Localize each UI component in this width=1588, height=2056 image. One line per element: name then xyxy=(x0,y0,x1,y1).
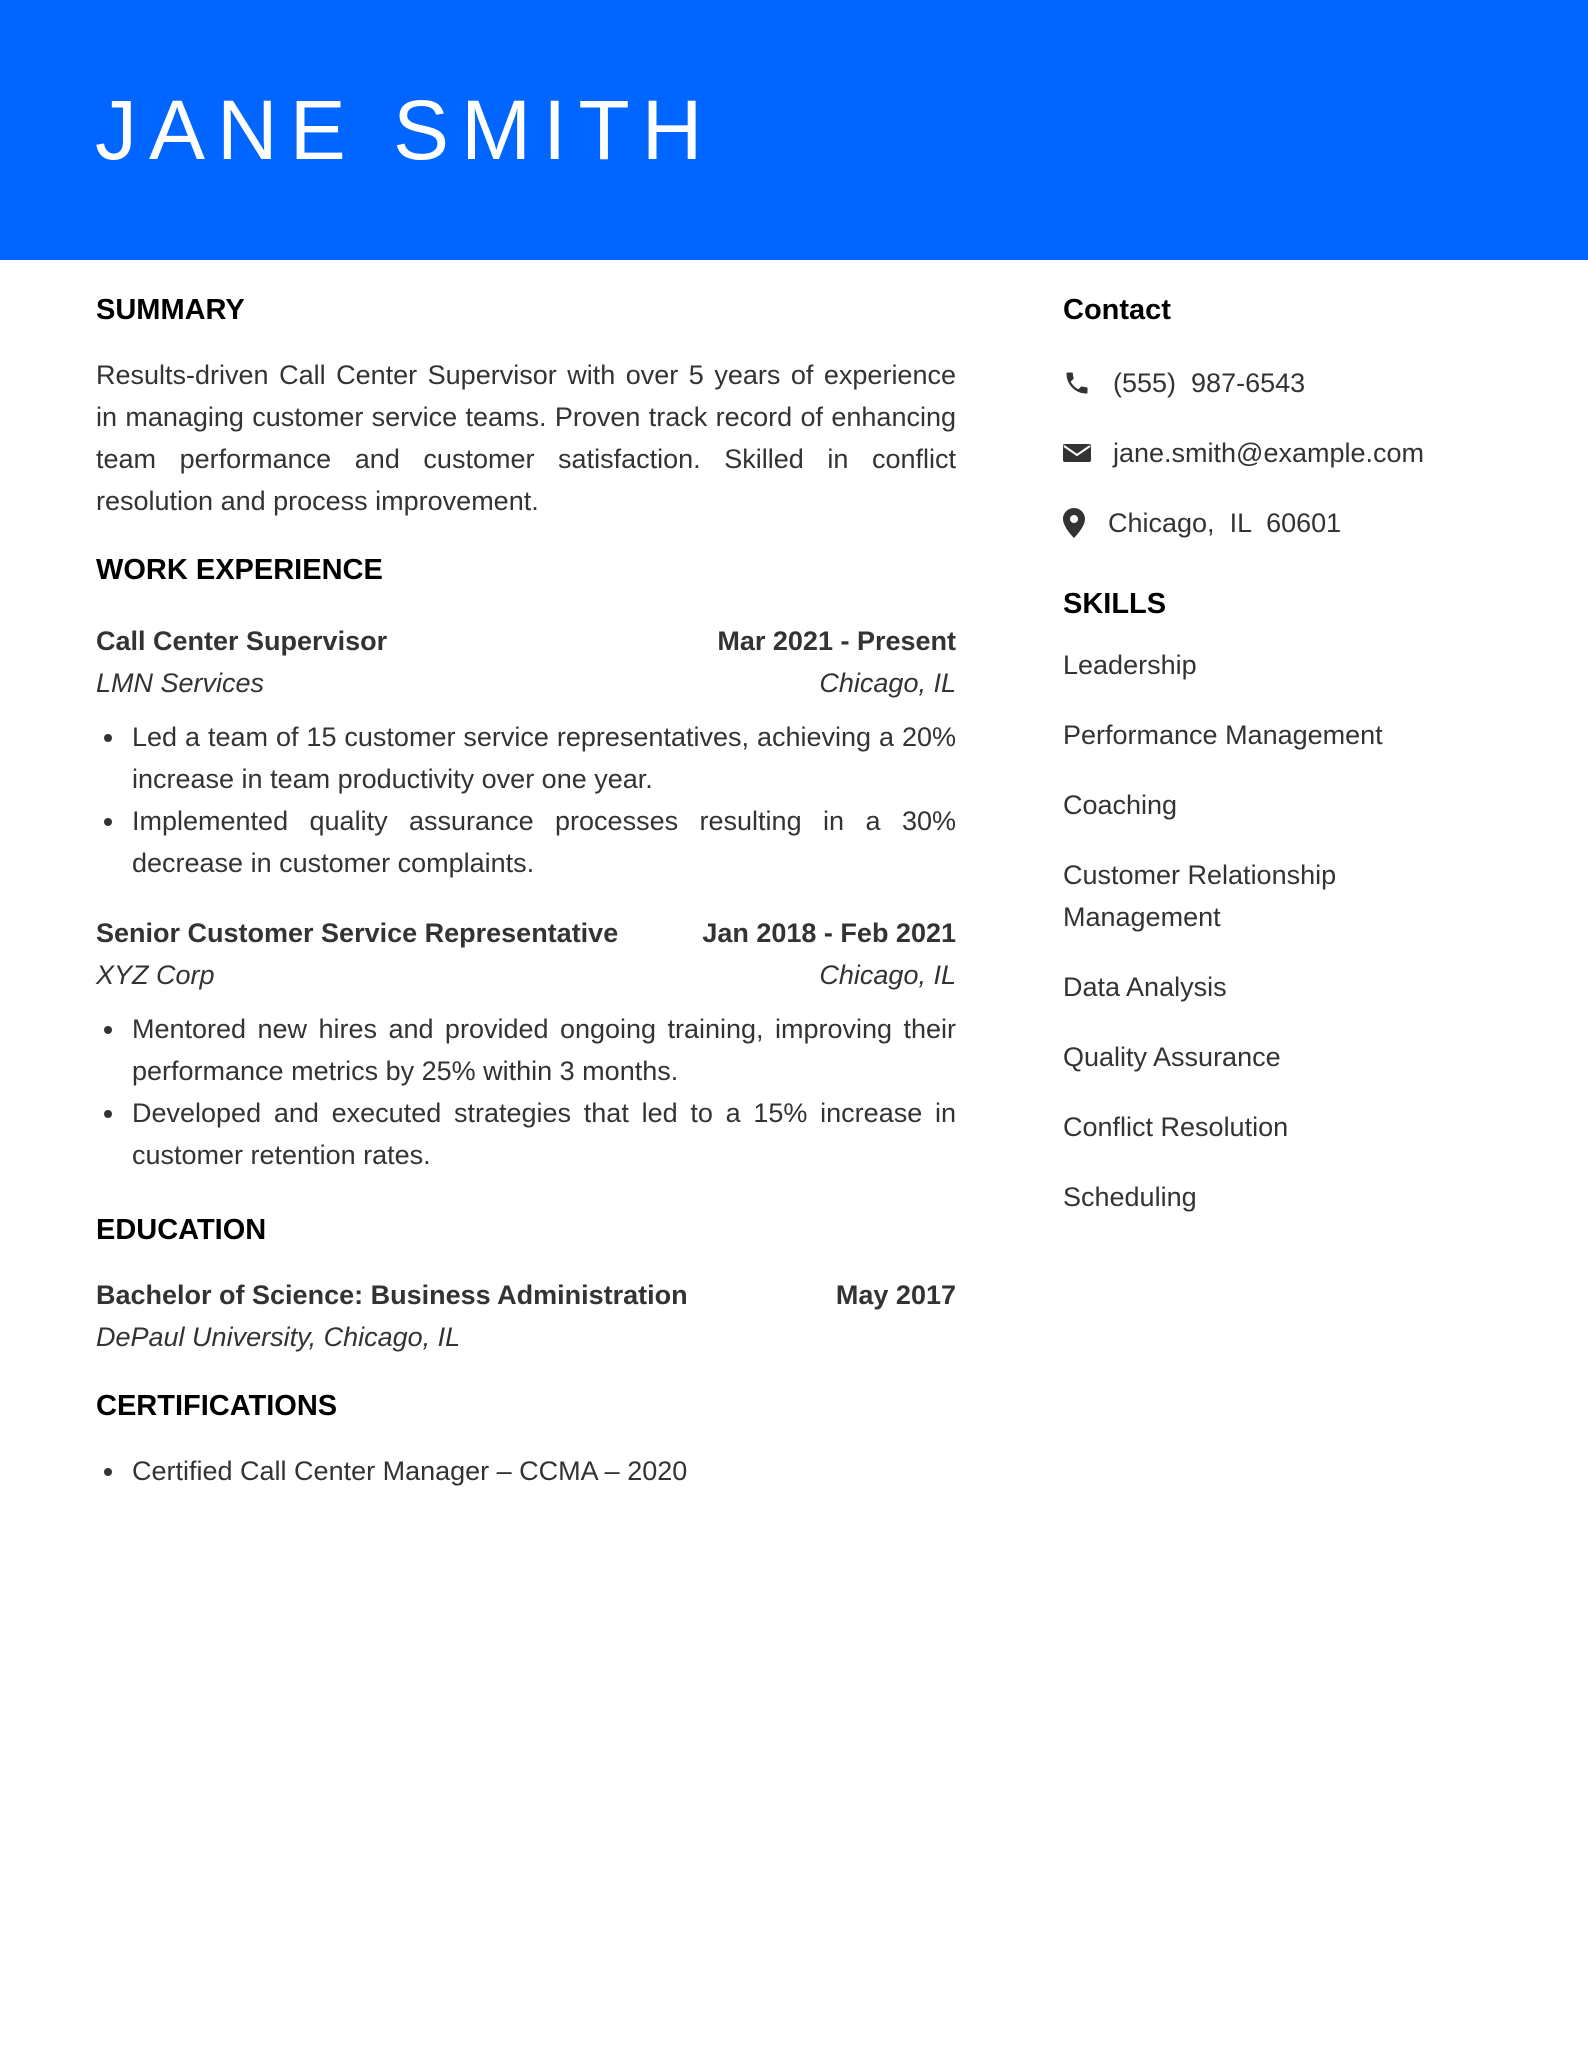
certification-item: Certified Call Center Manager – CCMA – 2020 xyxy=(96,1450,956,1492)
degree: Bachelor of Science: Business Administration xyxy=(96,1280,688,1310)
envelope-icon xyxy=(1063,442,1113,464)
job-title: Senior Customer Service Representative xyxy=(96,918,619,948)
contact-heading: Contact xyxy=(1063,294,1171,326)
skill-item: Leadership xyxy=(1063,650,1197,680)
skills-heading: SKILLS xyxy=(1063,588,1167,620)
contact-list xyxy=(1063,362,1523,544)
job-bullets xyxy=(96,716,956,884)
certifications-list xyxy=(96,1450,956,1492)
job-title: Call Center Supervisor xyxy=(96,626,388,656)
main-column xyxy=(96,290,956,1492)
skill-item: Performance Management xyxy=(1063,720,1383,750)
job-company: XYZ Corp xyxy=(96,960,215,990)
contact-email xyxy=(1063,432,1523,474)
skill-item: Coaching xyxy=(1063,790,1178,820)
school: DePaul University, Chicago, IL xyxy=(96,1322,461,1352)
skills-list xyxy=(1063,644,1523,1218)
skill-item: Quality Assurance xyxy=(1063,1042,1281,1072)
job-dates: Mar 2021 - Present xyxy=(717,626,956,656)
job-entry xyxy=(96,912,956,1176)
graduation-date: May 2017 xyxy=(835,1280,956,1310)
job-bullet: Mentored new hires and provided ongoing training, improving their performance metrics by 25% within 3 months. xyxy=(96,1008,956,1092)
contact-location xyxy=(1063,502,1523,544)
map-pin-icon xyxy=(1063,508,1108,538)
contact-phone xyxy=(1063,362,1523,404)
skill-item: Scheduling xyxy=(1063,1182,1197,1212)
summary-heading: SUMMARY xyxy=(96,294,245,326)
education-heading: EDUCATION xyxy=(96,1214,267,1246)
job-bullet: Implemented quality assurance processes resulting in a 30% decrease in customer complaints. xyxy=(96,800,956,884)
education-entry xyxy=(96,1274,956,1358)
candidate-name: JANE SMITH xyxy=(95,83,715,177)
email-address[interactable]: jane.smith@example.com xyxy=(1113,437,1425,468)
work-experience-heading: WORK EXPERIENCE xyxy=(96,554,383,586)
skill-item: Customer Relationship Management xyxy=(1063,860,1337,932)
job-bullets xyxy=(96,1008,956,1176)
header-banner xyxy=(0,0,1588,260)
job-location: Chicago, IL xyxy=(819,960,956,990)
summary-text: Results-driven Call Center Supervisor with over 5 years of experience in managing customer service teams. Proven track record of enhancing team performance and customer satisfaction. Skilled in conflict resolution and process improvement. xyxy=(96,360,956,516)
job-bullet: Led a team of 15 customer service representatives, achieving a 20% increase in team productivity over one year. xyxy=(96,716,956,800)
skill-item: Conflict Resolution xyxy=(1063,1112,1289,1142)
side-column xyxy=(1063,290,1523,1246)
location-text: Chicago, IL 60601 xyxy=(1108,507,1342,538)
phone-number[interactable]: (555) 987-6543 xyxy=(1113,367,1306,398)
certifications-heading: CERTIFICATIONS xyxy=(96,1390,338,1422)
job-company: LMN Services xyxy=(96,668,265,698)
job-location: Chicago, IL xyxy=(819,668,956,698)
job-bullet: Developed and executed strategies that led to a 15% increase in customer retention rates. xyxy=(96,1092,956,1176)
job-entry xyxy=(96,620,956,884)
job-dates: Jan 2018 - Feb 2021 xyxy=(702,918,956,948)
phone-icon xyxy=(1063,369,1113,397)
skill-item: Data Analysis xyxy=(1063,972,1227,1002)
